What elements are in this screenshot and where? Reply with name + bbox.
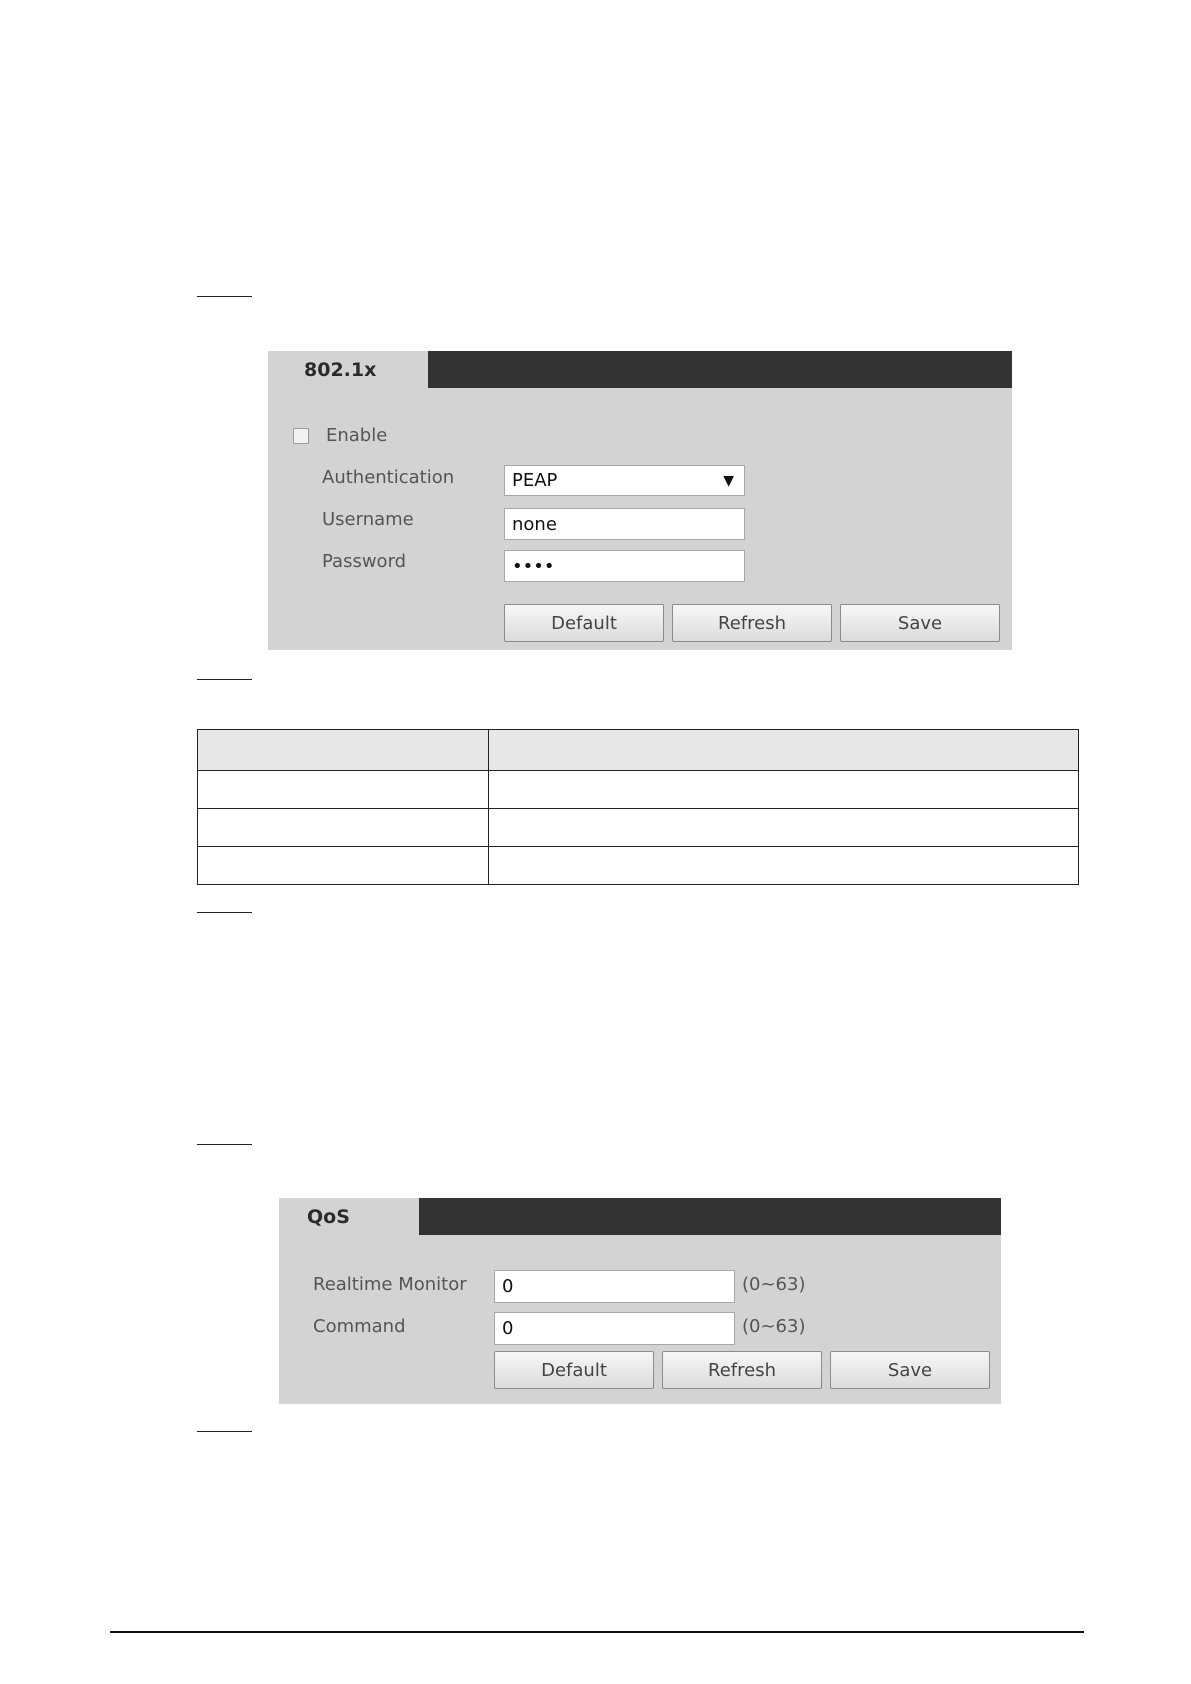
step-marker-5 [197, 1431, 252, 1432]
dot1x-panel [268, 351, 1012, 650]
table-header-cell [489, 730, 1079, 771]
password-input[interactable] [504, 550, 745, 582]
qos-tab[interactable] [279, 1198, 419, 1236]
qos-panel [279, 1198, 1001, 1404]
table-cell [489, 771, 1079, 809]
password-label: Password [322, 551, 407, 572]
command-input[interactable] [494, 1312, 735, 1345]
authentication-select[interactable] [504, 465, 745, 496]
realtime-monitor-value: 0 [502, 1276, 514, 1297]
table-header-cell [198, 730, 489, 771]
dot1x-save-button[interactable]: Save [840, 604, 1000, 642]
realtime-monitor-range: (0~63) [742, 1274, 806, 1295]
dot1x-tab-title: 802.1x [304, 359, 377, 381]
step-marker-1 [197, 296, 252, 297]
dot1x-default-button[interactable]: Default [504, 604, 664, 642]
table-cell [198, 771, 489, 809]
table-cell [198, 809, 489, 847]
enable-label: Enable [326, 425, 388, 446]
realtime-monitor-input[interactable] [494, 1270, 735, 1303]
authentication-label: Authentication [322, 467, 455, 488]
command-label: Command [313, 1316, 406, 1337]
authentication-value: PEAP [512, 470, 558, 491]
table-cell [489, 809, 1079, 847]
qos-tab-title: QoS [307, 1206, 350, 1228]
step-marker-3 [197, 912, 252, 913]
parameter-table [197, 729, 1079, 885]
table-cell [489, 847, 1079, 885]
dot1x-refresh-button[interactable]: Refresh [672, 604, 832, 642]
username-label: Username [322, 509, 414, 530]
username-input[interactable] [504, 508, 745, 540]
table-row [198, 809, 1079, 847]
step-marker-4 [197, 1144, 252, 1145]
dot1x-tab[interactable] [268, 351, 428, 389]
step-marker-2 [197, 679, 252, 680]
command-range: (0~63) [742, 1316, 806, 1337]
caret-down-icon: ▼ [723, 472, 734, 489]
table-header-row [198, 730, 1079, 771]
table-row [198, 847, 1079, 885]
footer-rule [110, 1631, 1084, 1633]
username-value: none [512, 513, 557, 535]
table-cell [198, 847, 489, 885]
realtime-monitor-label: Realtime Monitor [313, 1274, 467, 1295]
command-value: 0 [502, 1318, 514, 1339]
enable-checkbox[interactable] [293, 428, 309, 444]
table-row [198, 771, 1079, 809]
qos-default-button[interactable]: Default [494, 1351, 654, 1389]
qos-refresh-button[interactable]: Refresh [662, 1351, 822, 1389]
qos-save-button[interactable]: Save [830, 1351, 990, 1389]
password-value: •••• [512, 555, 555, 577]
